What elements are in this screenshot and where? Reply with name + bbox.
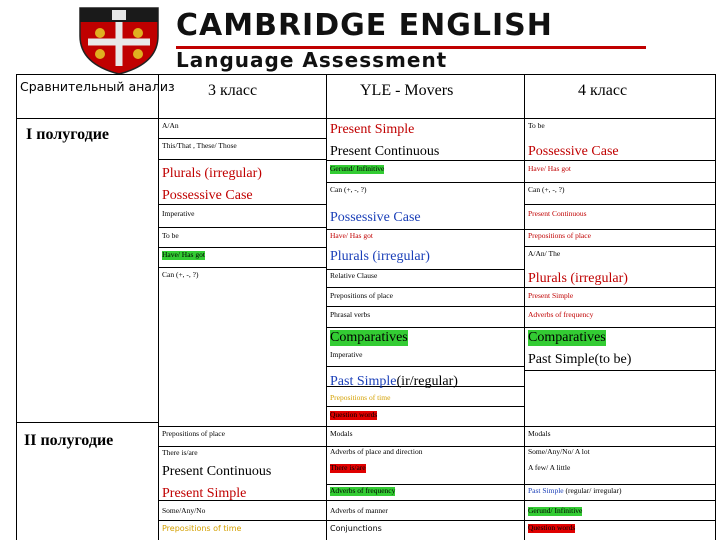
grid-line	[326, 406, 524, 407]
m-adverbs-freq: Adverbs of frequency	[330, 486, 396, 495]
m-conjunctions: Conjunctions	[330, 524, 382, 533]
corner-label: Сравнительный анализ	[20, 79, 175, 94]
c4-past-simple-2a: Past Simple	[528, 486, 564, 495]
c4-tobe: To be	[528, 121, 545, 130]
grid-line	[158, 138, 326, 139]
c3-prep-time: Prepositions of time	[162, 524, 242, 533]
c4-past-simple-2	[528, 487, 622, 496]
c4-past-simple-2b: (regular/ irregular)	[565, 486, 622, 495]
col-header-yle: YLE - Movers	[360, 82, 454, 99]
grid-line	[326, 287, 524, 288]
m-can: Can (+, -, ?)	[330, 185, 367, 194]
grid-line	[158, 118, 716, 119]
c4-possessive: Possessive Case	[528, 144, 619, 159]
m-modals: Modals	[330, 429, 353, 438]
c4-modals: Modals	[528, 429, 551, 438]
half1-label: I полугодие	[26, 126, 110, 143]
c3-possessive: Possessive Case	[162, 188, 253, 203]
c4-gerund: Gerund/ Infinitive	[528, 506, 583, 515]
c3-imperative: Imperative	[162, 209, 195, 218]
grid-line	[326, 520, 716, 521]
grid-line	[16, 118, 158, 119]
m-relative: Relative Clause	[330, 271, 378, 280]
m-past-simple-a: Past Simple	[330, 374, 397, 389]
grid-line	[524, 182, 716, 183]
comparison-table	[16, 74, 716, 540]
m-prep-time: Prepositions of time	[330, 393, 391, 402]
m-havegot: Have/ Has got	[330, 231, 373, 240]
m-phrasal: Phrasal verbs	[330, 310, 371, 319]
brand-title: CAMBRIDGE ENGLISH	[176, 8, 553, 43]
c4-comparatives: Comparatives	[528, 330, 606, 345]
grid-line	[715, 74, 716, 540]
m-plurals: Plurals (irregular)	[330, 249, 430, 264]
m-question: Question words	[330, 410, 378, 419]
header	[0, 0, 720, 75]
cambridge-shield-icon	[78, 6, 160, 76]
c3-pres-cont: Present Continuous	[162, 464, 272, 479]
grid-line	[524, 327, 716, 328]
c3-pres-simple: Present Simple	[162, 486, 247, 501]
m-pres-simple: Present Simple	[330, 122, 415, 137]
brand-subtitle: Language Assessment	[176, 48, 448, 72]
grid-line	[158, 204, 326, 205]
grid-line	[524, 74, 525, 540]
c4-havegot: Have/ Has got	[528, 164, 571, 173]
grid-line	[524, 287, 716, 288]
grid-line	[524, 229, 716, 230]
grid-line	[326, 269, 524, 270]
m-possessive: Possessive Case	[330, 210, 421, 225]
grid-line	[326, 327, 524, 328]
col-header-3: 3 класс	[208, 82, 258, 99]
grid-line	[16, 74, 17, 540]
c3-tobe: To be	[162, 231, 179, 240]
grid-line	[326, 229, 524, 230]
grid-line	[16, 422, 158, 423]
c3-plurals: Plurals (irregular)	[162, 166, 262, 181]
c4-past-simple: Past Simple(to be)	[528, 352, 632, 367]
m-comparatives: Comparatives	[330, 330, 408, 345]
c4-some: Some/Any/No/ A lot	[528, 447, 590, 456]
grid-line	[326, 366, 524, 367]
grid-line	[524, 246, 716, 247]
grid-line	[158, 227, 326, 228]
m-imperative: Imperative	[330, 350, 363, 359]
c3-some: Some/Any/No	[162, 506, 206, 515]
c3-aan: A/An	[162, 121, 179, 130]
m-prep-place: Prepositions of place	[330, 291, 393, 300]
c4-adverbs-freq: Adverbs of frequency	[528, 310, 594, 319]
c4-plurals: Plurals (irregular)	[528, 271, 628, 286]
c3-can: Can (+, -, ?)	[162, 270, 199, 279]
grid-line	[326, 160, 524, 161]
c3-there: There is/are	[162, 448, 198, 457]
grid-line	[524, 160, 716, 161]
c3-prep-place: Prepositions of place	[162, 429, 225, 438]
grid-line	[158, 159, 326, 160]
grid-line	[326, 500, 716, 501]
c4-few: A few/ A little	[528, 463, 571, 472]
m-past-simple	[330, 374, 458, 390]
m-gerund: Gerund/ Infinitive	[330, 164, 385, 173]
col-header-4: 4 класс	[578, 82, 628, 99]
grid-line	[326, 74, 327, 540]
grid-line	[158, 446, 326, 447]
grid-line	[16, 74, 716, 75]
half2-label: II полугодие	[24, 432, 114, 449]
grid-line	[524, 370, 716, 371]
grid-line	[326, 182, 524, 183]
grid-line	[158, 426, 326, 427]
m-pres-cont: Present Continuous	[330, 144, 440, 159]
c3-this: This/That , These/ Those	[162, 141, 237, 150]
grid-line	[524, 306, 716, 307]
grid-line	[158, 267, 326, 268]
c3-havegot: Have/ Has got	[162, 250, 205, 259]
grid-line	[524, 204, 716, 205]
m-past-simple-b: (ir/regular)	[396, 374, 458, 389]
c4-question: Question words	[528, 523, 576, 532]
c4-pres-cont: Present Continuous	[528, 209, 587, 218]
grid-line	[326, 426, 716, 427]
m-adverbs-manner: Adverbs of manner	[330, 506, 388, 515]
grid-line	[158, 247, 326, 248]
grid-line	[158, 520, 326, 521]
c4-pres-simple: Present Simple	[528, 291, 574, 300]
m-there: There is/are	[330, 463, 366, 472]
grid-line	[326, 306, 524, 307]
grid-line	[326, 484, 716, 485]
c4-prep-place: Prepositions of place	[528, 231, 591, 240]
grid-line	[158, 74, 159, 540]
c4-aan: A/An/ The	[528, 249, 561, 258]
m-adverbs-place: Adverbs of place and direction	[330, 447, 423, 456]
c4-can: Can (+, -, ?)	[528, 185, 565, 194]
